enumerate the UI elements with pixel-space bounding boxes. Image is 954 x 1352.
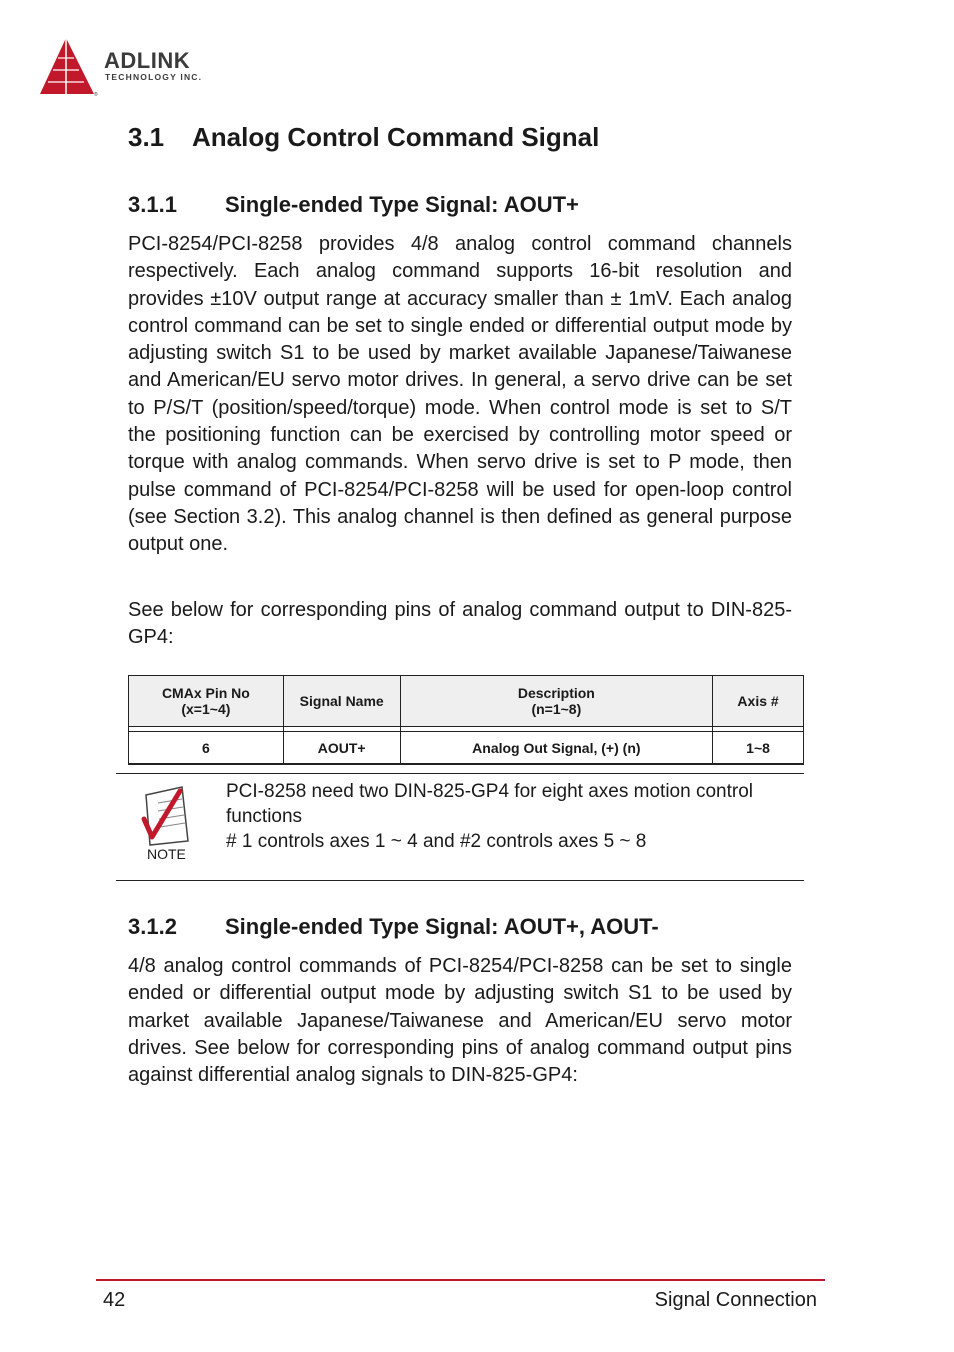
subsection-1-number: 3.1.1 bbox=[128, 192, 177, 217]
cell-pin: 6 bbox=[129, 732, 284, 765]
cell-axis: 1~8 bbox=[713, 732, 804, 765]
cell-signal: AOUT+ bbox=[283, 732, 400, 765]
header-desc-line1: Description bbox=[517, 685, 595, 701]
note-label: NOTE bbox=[147, 846, 186, 862]
note-line-2: # 1 controls axes 1 ~ 4 and #2 controls axes 5 ~ 8 bbox=[226, 831, 647, 852]
brand-tagline: TECHNOLOGY INC. bbox=[105, 72, 203, 82]
note-bottom-rule bbox=[116, 880, 804, 881]
brand-name: ADLINK bbox=[104, 48, 191, 73]
note-checkmark-icon bbox=[140, 785, 194, 847]
subsection-2-heading bbox=[128, 914, 659, 940]
header-pin-line2: (x=1~4) bbox=[181, 701, 231, 717]
subsection-2-paragraph: 4/8 analog control commands of PCI-8254/PCI-8258 can be set to single ended or differential output mode by adjusting switch S1 to be used by market available Japanese/Taiwanese and American/EU servo motor drives. See below for corresponding pins of analog command output pins against differential analog signals to DIN-825-GP4: bbox=[128, 955, 792, 1087]
subsection-2-number: 3.1.2 bbox=[128, 914, 177, 939]
header-pin bbox=[129, 676, 284, 727]
subsection-1-paragraph-1: PCI-8254/PCI-8258 provides 4/8 analog control command channels respectively. Each analog command supports 16-bit resolution and provides ±10V output range at accuracy smaller than ± 1mV. Each analog control command can be set to single ended or differential output mode by adjusting switch S1 to be used by market available Japanese/Taiwanese and American/EU servo motor drives. In general, a servo drive can be set to P/S/T (position/speed/torque) mode. When control mode is set to S/T the positioning function can be exercised by controlling motor speed or torque with analog commands. When servo drive is set to P mode, then pulse command of PCI-8254/PCI-8258 will be used for open-loop control (see Section 3.2). This analog channel is then defined as general purpose output one. bbox=[128, 233, 792, 556]
note-top-rule bbox=[116, 773, 804, 774]
header-axis: Axis # bbox=[713, 676, 804, 727]
subsection-1-heading bbox=[128, 192, 579, 218]
section-heading bbox=[128, 122, 599, 153]
note-text bbox=[226, 779, 801, 854]
header-desc-line2: (n=1~8) bbox=[531, 701, 582, 717]
section-title: Analog Control Command Signal bbox=[192, 122, 600, 152]
note-line-1: PCI-8258 need two DIN-825-GP4 for eight axes motion control functions bbox=[226, 781, 753, 827]
table-header-row bbox=[129, 676, 804, 727]
header-pin-line1: CMAx Pin No bbox=[161, 685, 250, 701]
svg-text:®: ® bbox=[94, 92, 98, 98]
footer-section-name: Signal Connection bbox=[654, 1289, 817, 1311]
page-number: 42 bbox=[103, 1289, 126, 1311]
subsection-1-title: Single-ended Type Signal: AOUT+ bbox=[225, 192, 579, 217]
subsection-2-title: Single-ended Type Signal: AOUT+, AOUT- bbox=[225, 914, 659, 939]
cell-description: Analog Out Signal, (+) (n) bbox=[400, 732, 712, 765]
section-number: 3.1 bbox=[128, 122, 165, 152]
header-signal: Signal Name bbox=[283, 676, 400, 727]
header-description bbox=[400, 676, 712, 727]
signal-table bbox=[128, 675, 804, 765]
subsection-1-paragraph-2: See below for corresponding pins of analog command output to DIN-825-GP4: bbox=[128, 599, 792, 649]
table-row bbox=[129, 732, 804, 765]
footer-rule bbox=[96, 1279, 825, 1281]
